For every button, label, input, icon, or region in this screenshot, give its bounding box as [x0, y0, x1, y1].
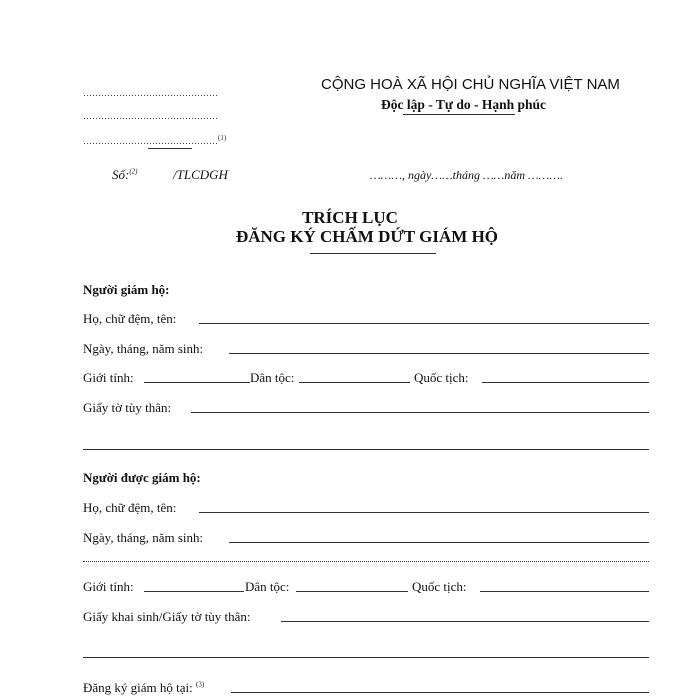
agency-line-3-dots: ……………………………………… [83, 136, 218, 146]
agency-line-2: ……………………………………… [83, 111, 218, 121]
guardian-id-label: Giấy tờ tùy thân: [83, 400, 172, 415]
ward-dotted-line[interactable] [83, 561, 649, 562]
agency-line-3 [83, 134, 226, 146]
title-line-2: ĐĂNG KÝ CHẤM DỨT GIÁM HỘ [235, 227, 499, 246]
guardian-nationality-label: Quốc tịch: [414, 370, 469, 385]
title-line-1: TRÍCH LỤC [302, 208, 398, 227]
so-label: Số: [112, 167, 130, 182]
registration-field[interactable] [231, 692, 649, 693]
motto: Độc lập - Tự do - Hạnh phúc [381, 97, 547, 112]
guardian-ethnicity-field[interactable] [299, 382, 410, 383]
guardian-id-field[interactable] [191, 412, 649, 413]
footnote-3-marker: (3) [196, 680, 205, 689]
ward-id-label: Giấy khai sinh/Giấy tờ tùy thân: [83, 609, 251, 624]
guardian-name-label: Họ, chữ đệm, tên: [83, 311, 177, 326]
guardian-extra-line[interactable] [83, 449, 649, 450]
ward-nationality-field[interactable] [480, 591, 649, 592]
registration-label: Đăng ký giám hộ tại: [83, 680, 193, 695]
ward-gender-field[interactable] [144, 591, 244, 592]
agency-underline [148, 148, 192, 149]
ward-extra-line[interactable] [83, 657, 649, 658]
guardian-gender-label: Giới tính: [83, 370, 134, 385]
ward-nationality-label: Quốc tịch: [412, 579, 467, 594]
document-number-suffix: /TLCDGH [173, 167, 228, 182]
registration-place [83, 680, 204, 696]
document-number [112, 167, 138, 183]
ward-dob-label: Ngày, tháng, năm sinh: [83, 530, 204, 545]
agency-line-1: ……………………………………… [83, 88, 218, 98]
date-line: ………, ngày……tháng ……năm ………. [370, 168, 564, 182]
footnote-1-marker: (1) [218, 134, 227, 142]
ward-gender-label: Giới tính: [83, 579, 134, 594]
guardian-dob-label: Ngày, tháng, năm sinh: [83, 341, 204, 356]
ward-heading: Người được giám hộ: [83, 470, 201, 485]
guardian-dob-field[interactable] [229, 353, 649, 354]
ward-ethnicity-label: Dân tộc: [245, 579, 290, 594]
ward-dob-field[interactable] [229, 542, 649, 543]
guardian-ethnicity-label: Dân tộc: [250, 370, 295, 385]
nation-title: CỘNG HOÀ XÃ HỘI CHỦ NGHĨA VIỆT NAM [321, 76, 620, 93]
guardian-name-field[interactable] [199, 323, 649, 324]
guardian-heading: Người giám hộ: [83, 282, 170, 297]
ward-name-field[interactable] [199, 512, 649, 513]
guardian-gender-field[interactable] [144, 382, 250, 383]
guardian-nationality-field[interactable] [482, 382, 649, 383]
ward-id-field[interactable] [281, 621, 649, 622]
ward-ethnicity-field[interactable] [296, 591, 408, 592]
title-underline [310, 253, 436, 254]
ward-name-label: Họ, chữ đệm, tên: [83, 500, 177, 515]
footnote-2-marker: (2) [129, 167, 138, 176]
motto-underline [403, 114, 515, 115]
